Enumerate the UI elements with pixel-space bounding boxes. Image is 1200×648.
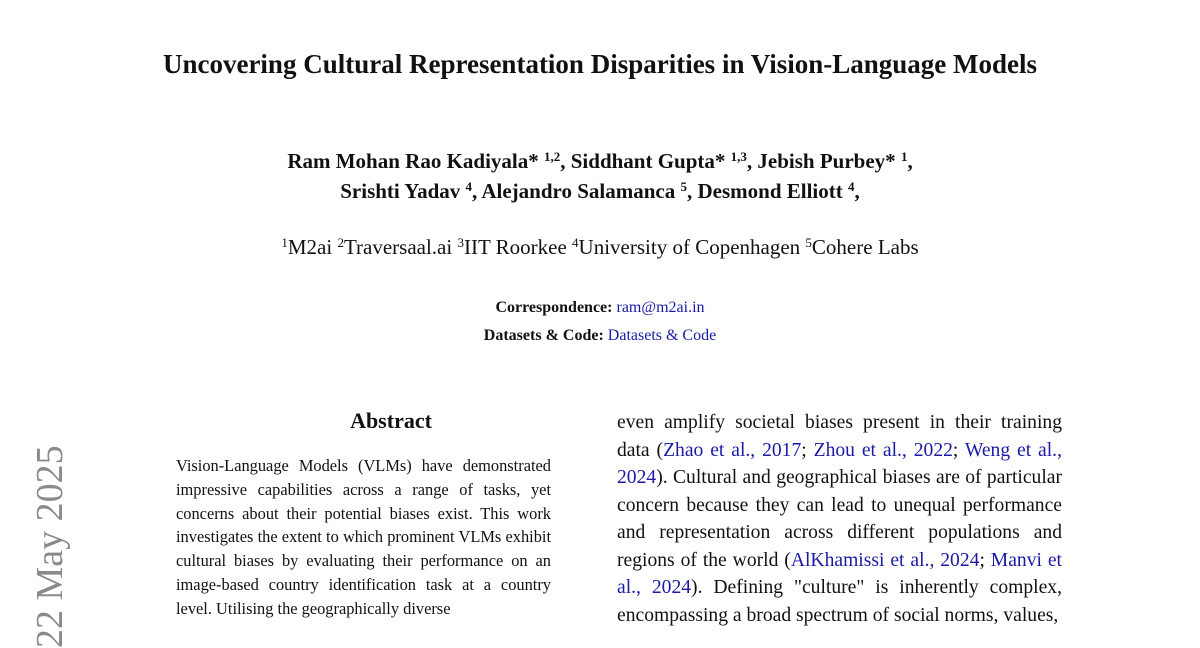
body-text: ; xyxy=(801,439,814,461)
author-separator: , xyxy=(746,149,758,173)
arxiv-date: 22 May 2025 xyxy=(29,445,71,648)
author-separator: , xyxy=(907,149,913,173)
correspondence-line xyxy=(150,294,1050,322)
author-affiliation-marker: 1 xyxy=(900,149,908,164)
email-link[interactable]: ram@m2ai.in xyxy=(616,299,705,316)
author-list xyxy=(150,146,1050,206)
author-name: Ram Mohan Rao Kadiyala* xyxy=(287,149,539,173)
affiliation-marker: 2 xyxy=(337,235,344,250)
affiliation-name: Traversaal.ai xyxy=(343,235,453,259)
datasets-line xyxy=(150,322,1050,350)
citation-link[interactable]: Zhao et al., 2017 xyxy=(663,439,802,461)
intro-paragraph xyxy=(617,409,1062,629)
citation-link[interactable]: Zhou et al., 2022 xyxy=(813,439,953,461)
body-text: ). Defining "culture" is inherently complex, encompassing a broad spectrum of social norms, values, xyxy=(617,577,1062,626)
body-text: even amplify societal biases present in their training data ( xyxy=(617,412,1062,461)
author-name: Jebish Purbey* xyxy=(757,149,896,173)
correspondence-block xyxy=(150,294,1050,350)
datasets-label: Datasets & Code: xyxy=(483,327,604,344)
affiliation-marker: 4 xyxy=(572,235,579,250)
citation-link[interactable]: AlKhamissi et al., 2024 xyxy=(790,549,980,571)
author-affiliation-marker: 1,3 xyxy=(730,149,747,164)
body-text: ). Cultural and geographical biases are of particular concern because they can lead to unequal performance and representation across different populations and regions of the world ( xyxy=(617,467,1062,571)
affiliation-name: Cohere Labs xyxy=(811,235,919,259)
author-separator: , xyxy=(560,149,571,173)
author-affiliation-marker: 4 xyxy=(848,179,855,194)
affiliation-name: IIT Roorkee xyxy=(463,235,567,259)
author-name: Alejandro Salamanca xyxy=(481,179,676,203)
author-name: Desmond Elliott xyxy=(697,179,843,203)
body-text: ; xyxy=(952,439,965,461)
body-text: ; xyxy=(979,549,991,571)
abstract-heading: Abstract xyxy=(350,408,432,433)
author-affiliation-marker: 4 xyxy=(465,179,473,194)
affiliation-marker: 1 xyxy=(281,235,288,250)
author-affiliation-marker: 5 xyxy=(680,179,687,194)
affiliation-list xyxy=(150,233,1050,261)
author-affiliation-marker: 1,2 xyxy=(544,149,561,164)
author-name: Srishti Yadav xyxy=(340,179,461,203)
author-separator: , xyxy=(686,179,698,203)
abstract-body: Vision-Language Models (VLMs) have demonstrated impressive capabilities across a range of tasks, yet concerns about their potential biases exist. This work investigates the extent to which prominent VLMs exhibit cultural biases by evaluating their performance on an image-based country identification task at a country level. Utilising the geographically diverse xyxy=(176,456,551,618)
author-separator: , xyxy=(472,179,482,203)
author-separator: , xyxy=(854,179,860,203)
affiliation-name: University of Copenhagen xyxy=(578,235,801,259)
citation-link[interactable]: Manvi et al., 2024 xyxy=(617,549,1063,598)
affiliation-marker: 3 xyxy=(457,235,464,250)
datasets-code-link[interactable]: Datasets & Code xyxy=(607,327,717,344)
arxiv-date-stamp xyxy=(28,445,72,648)
paper-title: Uncovering Cultural Representation Disparities in Vision-Language Models xyxy=(162,49,1038,79)
correspondence-label: Correspondence: xyxy=(495,299,613,316)
citation-link[interactable]: Weng et al., 2024 xyxy=(617,439,1062,488)
author-name: Siddhant Gupta* xyxy=(570,149,726,173)
affiliation-marker: 5 xyxy=(805,235,812,250)
affiliation-name: M2ai xyxy=(287,235,333,259)
